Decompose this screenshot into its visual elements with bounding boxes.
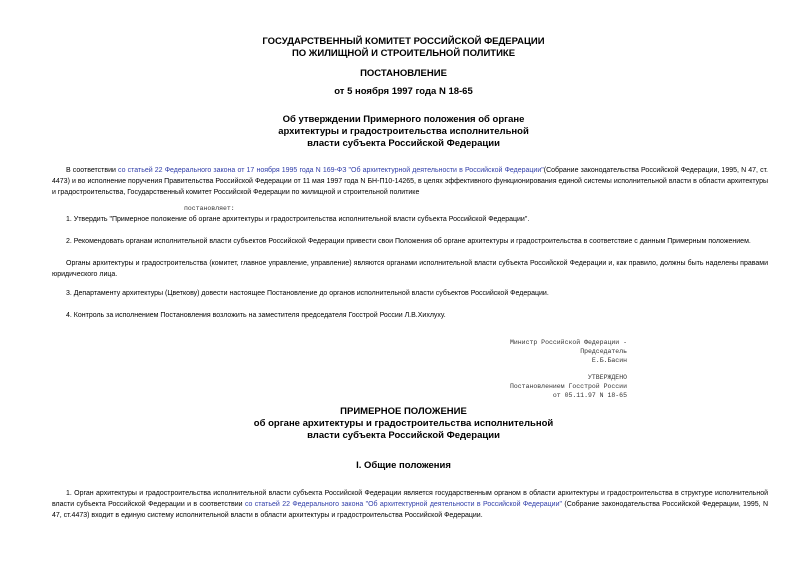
subject-line3: власти субъекта Российской Федерации: [307, 138, 500, 149]
annex-title3: власти субъекта Российской Федерации: [307, 430, 500, 441]
annex-p1-post: (Собрание законодательства Российской Федерации, 1995, N 47, ст.4473) входит в единую систему исполнительной власти в области архитектуры и градостроительства Российской Федерации.: [52, 501, 768, 519]
doc-type: ПОСТАНОВЛЕНИЕ: [360, 68, 447, 79]
annex-paragraph-1: [52, 488, 768, 521]
subject-line1: Об утверждении Примерного положения об органе: [282, 114, 525, 125]
doc-date: от 5 ноября 1997 года N 18-65: [334, 86, 473, 97]
law-link-annex[interactable]: со статьей 22 Федерального закона "Об архитектурной деятельности в Российской Федерации": [244, 501, 562, 508]
signature-block: [510, 338, 627, 365]
approved-line2: Постановлением Госстрой России: [509, 383, 627, 390]
annex-title2: об органе архитектуры и градостроительства исполнительной: [253, 418, 554, 429]
item-3: 3. Департаменту архитектуры (Цветкову) довести настоящее Постановление до органов исполнительной власти субъектов Российской Федерации.: [66, 290, 549, 297]
subject-line2: архитектуры и градостроительства исполнительной: [278, 126, 529, 137]
intro-post: (Собрание законодательства Российской Федерации, 1995, N 47, ст. 4473) и во исполнение поручения Правительства Российской Федерации от 11 мая 1997 года N БН-П10-14265, в целях эффективного функционирования единой системы исполнительной власти в области архитектуры и градостроительства, Государственный комитет Российской Федерации по жилищной и строительной политике: [52, 167, 768, 196]
signature-line2: Председатель: [580, 348, 627, 355]
intro-pre: В соответствии: [66, 167, 119, 174]
item-2: 2. Рекомендовать органам исполнительной власти субъектов Российской Федерации привести свои Положения об органе архитектуры и градостроительства в соответствие с данным Примерным положением.: [66, 238, 751, 245]
section-heading: I. Общие положения: [356, 460, 451, 471]
annex-p1-pre: 1. Орган архитектуры и градостроительства исполнительной власти субъекта Российской Федерации является государственным органом в области архитектуры и градостроительства в структуре исполнительной власти субъекта Российской Федерации и в соответствии: [52, 490, 768, 508]
item-2-continued: Органы архитектуры и градостроительства (комитет, главное управление, управление) являются органами исполнительной власти субъекта Российской Федерации и, как правило, должны быть наделены правами юридического лица.: [52, 260, 768, 278]
approved-block: [510, 373, 627, 400]
resolves-label: постановляет:: [184, 205, 235, 212]
approved-line1: УТВЕРЖДЕНО: [587, 374, 627, 381]
item-1: 1. Утвердить "Примерное положение об органе архитектуры и градостроительства исполнительной власти субъекта Российской Федерации".: [66, 216, 530, 223]
org-name-line1: ГОСУДАРСТВЕННЫЙ КОМИТЕТ РОССИЙСКОЙ ФЕДЕРАЦИИ: [262, 36, 545, 47]
signature-line3: Е.Б.Басин: [591, 357, 627, 364]
signature-line1: Министр Российской Федерации -: [509, 339, 627, 346]
org-name-line2: ПО ЖИЛИЩНОЙ И СТРОИТЕЛЬНОЙ ПОЛИТИКЕ: [291, 48, 516, 59]
intro-paragraph: [52, 165, 768, 198]
item-4: 4. Контроль за исполнением Постановления возложить на заместителя председателя Госстрой России Л.В.Хихлуху.: [66, 312, 446, 319]
approved-line3: от 05.11.97 N 18-65: [552, 392, 627, 399]
annex-title1: ПРИМЕРНОЕ ПОЛОЖЕНИЕ: [340, 406, 467, 417]
law-link-art22[interactable]: со статьей 22 Федерального закона от 17 ноября 1995 года N 169-ФЗ "Об архитектурной деятельности в Российской Федерации": [118, 167, 544, 174]
